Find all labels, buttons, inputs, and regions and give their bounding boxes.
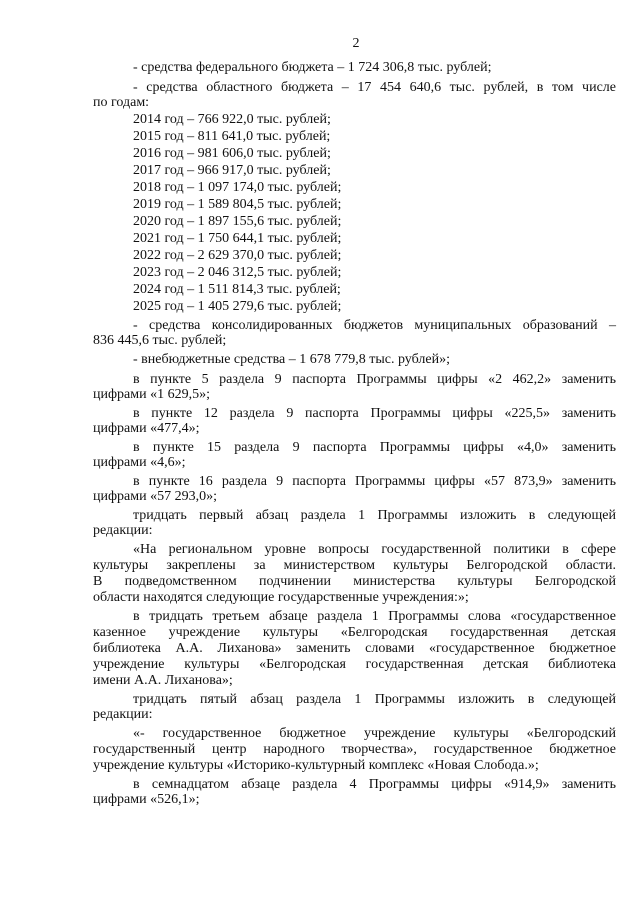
text-line: цифрами «1 629,5»; <box>93 387 211 402</box>
text-line: 2016 год – 981 606,0 тыс. рублей; <box>133 146 331 161</box>
text-line: 2021 год – 1 750 644,1 тыс. рублей; <box>133 231 342 246</box>
text-line: казенное учреждение культуры «Белгородская государственная детская <box>93 625 616 640</box>
text-line: 2019 год – 1 589 804,5 тыс. рублей; <box>133 197 342 212</box>
text-line: 2023 год – 2 046 312,5 тыс. рублей; <box>133 265 342 280</box>
text-line: в пункте 16 раздела 9 паспорта Программы цифры «57 873,9» заменить <box>133 474 616 489</box>
text-line: 2020 год – 1 897 155,6 тыс. рублей; <box>133 214 342 229</box>
text-line: в тридцать третьем абзаце раздела 1 Программы слова «государственное <box>133 609 616 624</box>
text-line: 2018 год – 1 097 174,0 тыс. рублей; <box>133 180 342 195</box>
page-number: 2 <box>352 36 360 51</box>
text-line: - средства областного бюджета – 17 454 640,6 тыс. рублей, в том числе <box>133 80 616 95</box>
text-line: 2025 год – 1 405 279,6 тыс. рублей; <box>133 299 342 314</box>
text-line: цифрами «477,4»; <box>93 421 200 436</box>
text-line: культуры закреплены за министерством культуры Белгородской области. <box>93 558 616 573</box>
text-line: библиотека А.А. Лиханова» заменить словами «государственное бюджетное <box>93 641 616 656</box>
text-line: - средства консолидированных бюджетов муниципальных образований – <box>133 318 616 333</box>
text-line: 2017 год – 966 917,0 тыс. рублей; <box>133 163 331 178</box>
text-line: В подведомственном подчинении министерства культуры Белгородской <box>93 574 616 589</box>
text-line: тридцать первый абзац раздела 1 Программы изложить в следующей <box>133 508 616 523</box>
text-line: учреждение культуры «Историко-культурный комплекс «Новая Слобода.»; <box>93 758 539 773</box>
text-line: 2024 год – 1 511 814,3 тыс. рублей; <box>133 282 341 297</box>
text-line: цифрами «57 293,0»; <box>93 489 218 504</box>
text-line: редакции: <box>93 523 153 538</box>
text-line: по годам: <box>93 95 150 110</box>
text-line: цифрами «526,1»; <box>93 792 200 807</box>
text-line: редакции: <box>93 707 153 722</box>
text-line: - внебюджетные средства – 1 678 779,8 тыс. рублей»; <box>133 352 450 367</box>
text-line: в пункте 15 раздела 9 паспорта Программы цифры «4,0» заменить <box>133 440 616 455</box>
text-line: в семнадцатом абзаце раздела 4 Программы цифры «914,9» заменить <box>133 777 616 792</box>
text-line: 2014 год – 766 922,0 тыс. рублей; <box>133 112 331 127</box>
text-line: 836 445,6 тыс. рублей; <box>93 333 227 348</box>
text-line: в пункте 5 раздела 9 паспорта Программы цифры «2 462,2» заменить <box>133 372 616 387</box>
text-line: области находятся следующие государственные учреждения:»; <box>93 590 469 605</box>
text-line: «На региональном уровне вопросы государственной политики в сфере <box>133 542 616 557</box>
text-line: цифрами «4,6»; <box>93 455 186 470</box>
text-line: государственный центр народного творчества», государственное бюджетное <box>93 742 616 757</box>
text-line: имени А.А. Лиханова»; <box>93 673 233 688</box>
text-line: - средства федерального бюджета – 1 724 306,8 тыс. рублей; <box>133 60 492 75</box>
text-line: тридцать пятый абзац раздела 1 Программы изложить в следующей <box>133 692 616 707</box>
text-line: «- государственное бюджетное учреждение культуры «Белгородский <box>133 726 616 741</box>
text-line: учреждение культуры «Белгородская государственная детская библиотека <box>93 657 616 672</box>
text-line: 2015 год – 811 641,0 тыс. рублей; <box>133 129 331 144</box>
text-line: в пункте 12 раздела 9 паспорта Программы цифры «225,5» заменить <box>133 406 616 421</box>
text-line: 2022 год – 2 629 370,0 тыс. рублей; <box>133 248 342 263</box>
